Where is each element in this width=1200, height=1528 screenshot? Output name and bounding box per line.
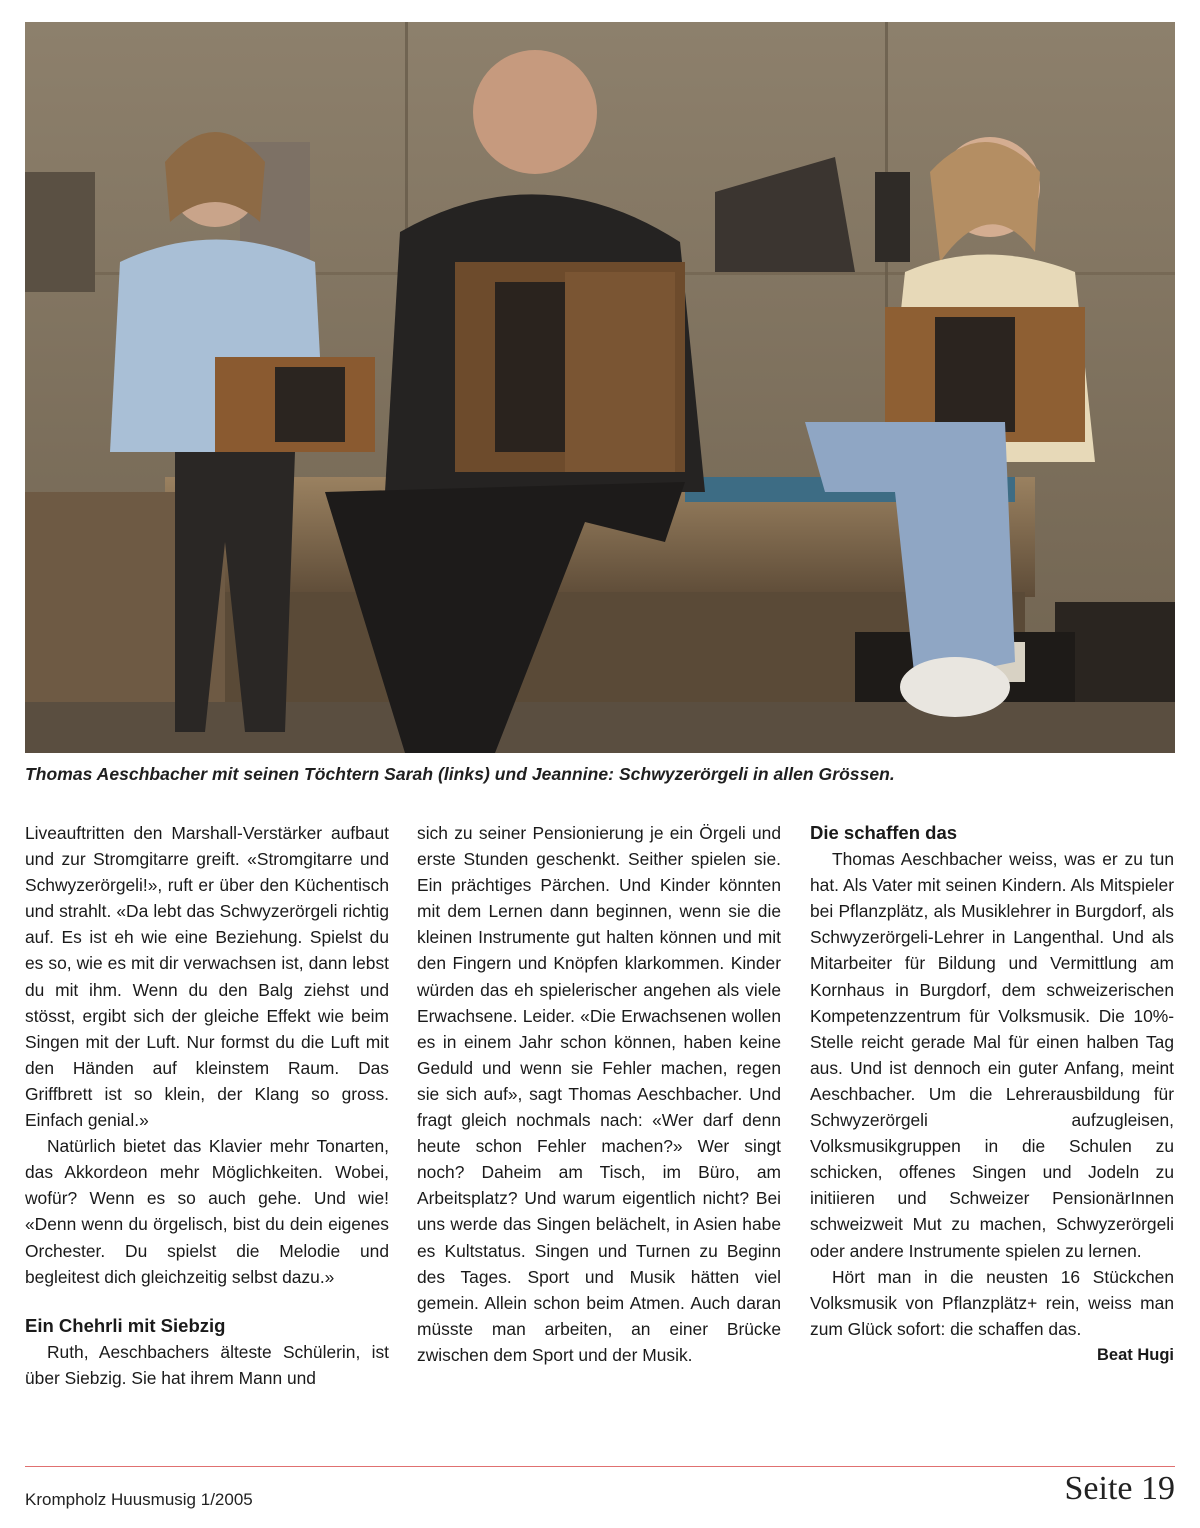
article-column-3 <box>810 820 1174 1368</box>
footer-divider <box>25 1466 1175 1467</box>
article-column-1 <box>25 820 389 1391</box>
paragraph: Hört man in die neusten 16 Stückchen Volksmusik von Pflanzplätz+ rein, weiss man zum Glück sofort: die schaffen das. <box>810 1266 1174 1339</box>
section-heading: Ein Chehrli mit Siebzig <box>25 1314 226 1336</box>
photo-illustration <box>25 22 1175 753</box>
photo-caption: Thomas Aeschbacher mit seinen Töchtern Sarah (links) und Jeannine: Schwyzerörgeli in allen Grössen. <box>25 764 895 784</box>
paragraph: Natürlich bietet das Klavier mehr Tonarten, das Akkordeon mehr Möglichkeiten. Wobei, wofür? Wenn es so auch gehe. Und wie! «Denn wenn du örgelisch, bist du dein eigenes Orchester. Du spielst die Melodie und begleitest dich gleichzeitig selbst dazu.» <box>25 1136 389 1287</box>
paragraph: Ruth, Aeschbachers älteste Schülerin, ist über Siebzig. Sie hat ihrem Mann und <box>25 1341 389 1388</box>
article-column-2 <box>417 820 781 1368</box>
section-heading: Die schaffen das <box>810 822 958 843</box>
page-number: Seite 19 <box>1064 1470 1175 1507</box>
paragraph: sich zu seiner Pensionierung je ein Örgeli und erste Stunden geschenkt. Seither spielen sie. Ein prächtiges Pärchen. Und Kinder könnten mit dem Lernen dann beginnen, wenn sie die kleinen Instrumente gut halten können und mit den Fingern und Knöpfen klarkommen. Kinder würden das eh spielerischer angehen als viele Erwachsene. Leider. «Die Erwachsenen wollen es in einem Jahr schon können, haben keine Geduld und wenn sie Fehler machen, regen sie sich auf», sagt Thomas Aeschbacher. Und fragt gleich nochmals nach: «Wer darf denn heute schon Fehler machen?» Wer singt noch? Daheim am Tisch, im Büro, am Arbeitsplatz? Und warum eigentlich nicht? Bei uns werde das Singen belächelt, in Asien habe es Kultstatus. Singen und Turnen zu Beginn des Tages. Sport und Musik hätten viel gemein. Allein schon beim Atmen. Auch daran müsste man arbeiten, an einer Brücke zwischen dem Sport und der Musik. <box>417 823 781 1365</box>
article-photo <box>25 22 1175 753</box>
publication-name: Krompholz Huusmusig 1/2005 <box>25 1490 253 1509</box>
author-byline: Beat Hugi <box>1096 1345 1174 1364</box>
paragraph: Liveauftritten den Marshall-Verstärker aufbaut und zur Stromgitarre greift. «Stromgitarre und Schwyzerörgeli!», ruft er über den Küchentisch und strahlt. «Da lebt das Schwyzerörgeli richtig auf. Es ist eh wie eine Beziehung. Spielst du es so, wie es mit dir verwachsen ist, dann lebst du mit ihm. Wenn du den Balg ziehst und stösst, ergibt sich der gleiche Effekt wie beim Singen mit der Luft. Nur formst du die Luft mit den Händen auf kleinstem Raum. Das Griffbrett ist so klein, der Klang so gross. Einfach genial.» <box>25 823 389 1131</box>
paragraph: Thomas Aeschbacher weiss, was er zu tun hat. Als Vater mit seinen Kindern. Als Mitspieler bei Pflanzplätz, als Musiklehrer in Burgdorf, als Schwyzerörgeli-Lehrer in Langenthal. Und als Mitarbeiter für Bildung und Vermittlung am Kornhaus in Burgdorf, dem schweizerischen Kompetenzzentrum für Volksmusik. Die 10%-Stelle reicht gerade Mal für einen halben Tag aus. Und ist dennoch ein guter Anfang, meint Aeschbacher. Um die Lehrerausbildung für Schwyzerörgeli aufzugleisen, Volksmusikgruppen in die Schulen zu schicken, offenes Singen und Jodeln zu initiieren und Schweizer PensionärInnen schweizweit Mut zu machen, Schwyzerörgeli oder andere Instrumente spielen zu lernen. <box>810 849 1174 1261</box>
